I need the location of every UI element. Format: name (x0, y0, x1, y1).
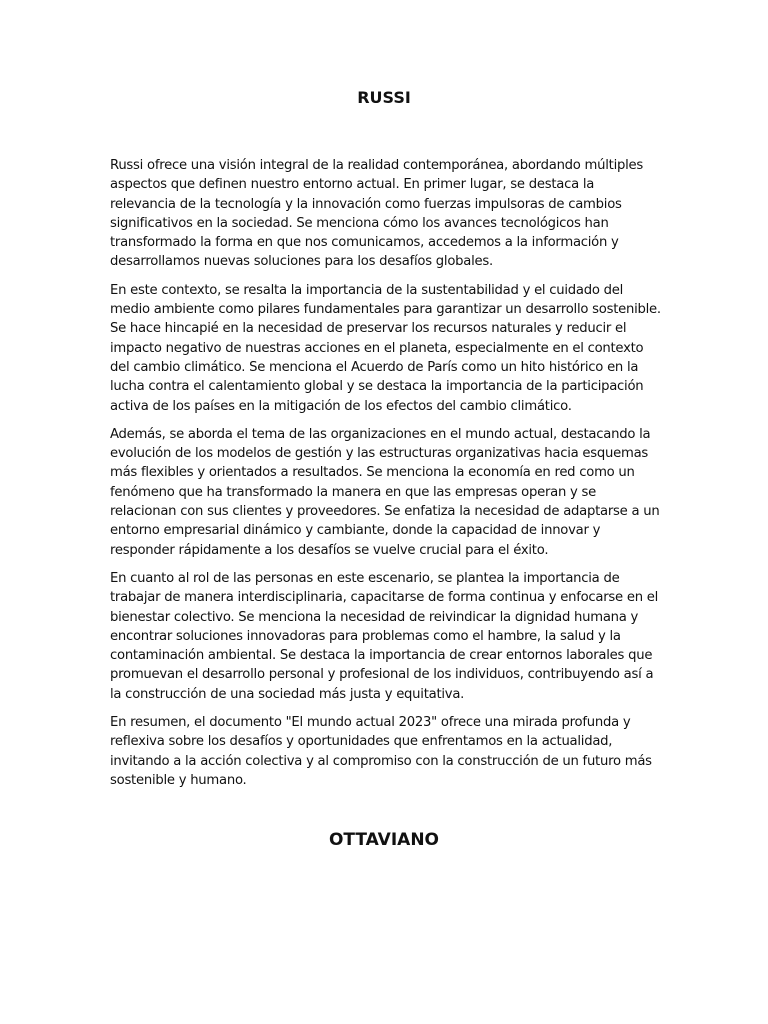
document-body (110, 156, 662, 799)
paragraph-1: Russi ofrece una visión integral de la realidad contemporánea, abordando múltiples aspectos que definen nuestro entorno actual. En primer lugar, se destaca la relevancia de la tecnología y la innovación como fuerzas impulsoras de cambios significativos en la sociedad. Se menciona cómo los avances tecnológicos han transformado la forma en que nos comunicamos, accedemos a la información y desarrollamos nuevas soluciones para los desafíos globales. (110, 158, 644, 270)
section-heading-ottaviano: OTTAVIANO (328, 830, 440, 850)
section-heading-russi: RUSSI (357, 88, 411, 107)
paragraph-2: En este contexto, se resalta la importancia de la sustentabilidad y el cuidado del medio ambiente como pilares fundamentales para garantizar un desarrollo sostenible. Se hace hincapié en la necesidad de preservar los recursos naturales y reducir el impacto negativo de nuestras acciones en el planeta, especialmente en el contexto del cambio climático. Se menciona el Acuerdo de París como un hito histórico en la lucha contra el calentamiento global y se destaca la importancia de la participación activa de los países en la mitigación de los efectos del cambio climático. (110, 282, 661, 414)
paragraph-3: Además, se aborda el tema de las organizaciones en el mundo actual, destacando la evolución de los modelos de gestión y las estructuras organizativas hacia esquemas más flexibles y orientados a resultados. Se menciona la economía en red como un fenómeno que ha transformado la manera en que las empresas operan y se relacionan con sus clientes y proveedores. Se enfatiza la necesidad de adaptarse a un entorno empresarial dinámico y cambiante, donde la capacidad de innovar y responder rápidamente a los desafíos se vuelve crucial para el éxito. (110, 426, 660, 558)
paragraph-4: En cuanto al rol de las personas en este escenario, se plantea la importancia de trabajar de manera interdisciplinaria, capacitarse de forma continua y enfocarse en el bienestar colectivo. Se menciona la necesidad de reivindicar la dignidad humana y encontrar soluciones innovadoras para problemas como el hambre, la salud y la contaminación ambiental. Se destaca la importancia de crear entornos laborales que promuevan el desarrollo personal y profesional de los individuos, contribuyendo así a la construcción de una sociedad más justa y equitativa. (110, 570, 659, 702)
paragraph-5: En resumen, el documento "El mundo actual 2023" ofrece una mirada profunda y reflexiva sobre los desafíos y oportunidades que enfrentamos en la actualidad, invitando a la acción colectiva y al compromiso con la construcción de un futuro más sostenible y humano. (110, 715, 652, 788)
